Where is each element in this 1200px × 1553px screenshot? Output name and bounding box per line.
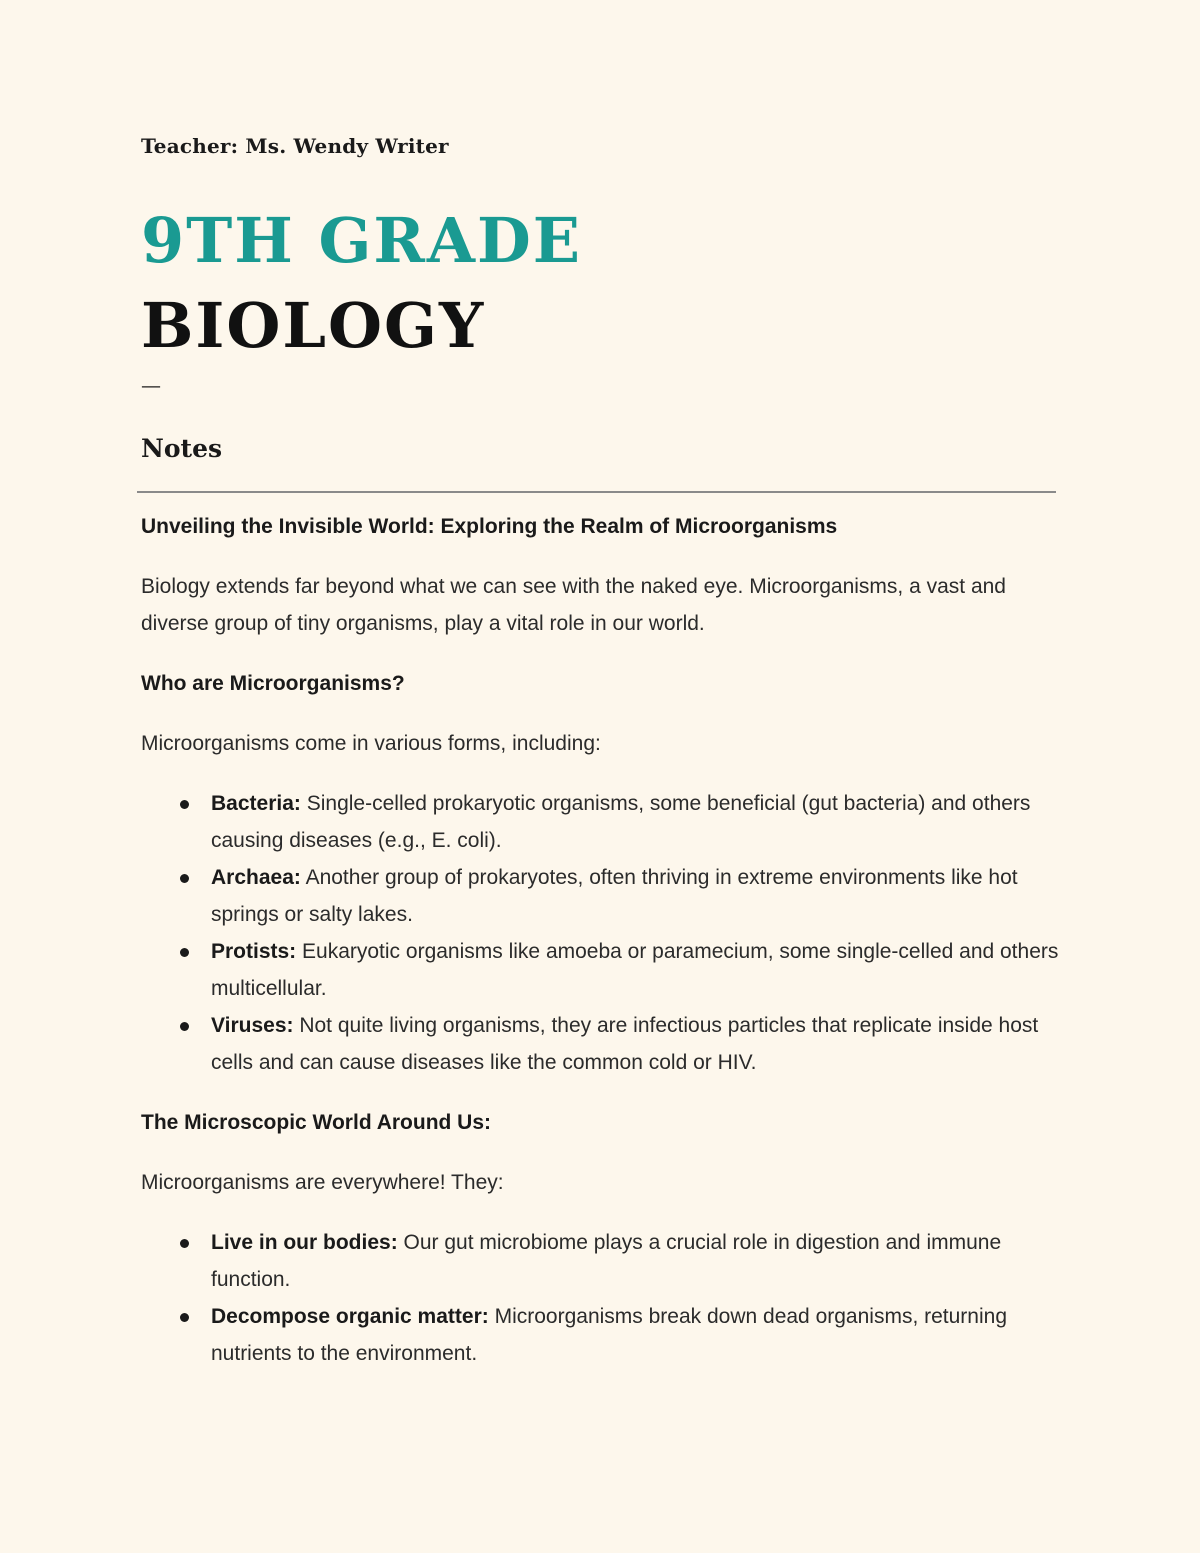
title-subject: BIOLOGY bbox=[141, 289, 486, 362]
world-heading: The Microscopic World Around Us: bbox=[141, 1111, 492, 1134]
list-item-text: Eukaryotic organisms like amoeba or paramecium, some single-celled and others multicellular. bbox=[211, 940, 1059, 1000]
microorganism-types-list bbox=[141, 785, 1066, 1081]
list-item bbox=[141, 933, 1066, 1007]
intro-heading: Unveiling the Invisible World: Exploring the Realm of Microorganisms bbox=[141, 515, 838, 538]
notes-heading: Notes bbox=[141, 434, 223, 463]
list-item-term: Decompose organic matter: bbox=[211, 1305, 489, 1328]
horizontal-rule bbox=[137, 491, 1056, 493]
who-paragraph: Microorganisms come in various forms, including: bbox=[141, 732, 601, 755]
title-dash: — bbox=[141, 373, 161, 397]
bullet-icon bbox=[180, 948, 189, 957]
intro-paragraph: Biology extends far beyond what we can see with the naked eye. Microorganisms, a vast and diverse group of tiny organisms, play a vital role in our world. bbox=[141, 575, 1006, 635]
bullet-icon bbox=[180, 800, 189, 809]
list-item-text: Our gut microbiome plays a crucial role in digestion and immune function. bbox=[211, 1231, 1002, 1291]
teacher-name: Teacher: Ms. Wendy Writer bbox=[141, 134, 449, 158]
title-grade: 9TH GRADE bbox=[141, 204, 583, 277]
world-paragraph: Microorganisms are everywhere! They: bbox=[141, 1171, 504, 1194]
list-item-term: Live in our bodies: bbox=[211, 1231, 398, 1254]
list-item-text: Another group of prokaryotes, often thriving in extreme environments like hot springs or salty lakes. bbox=[211, 866, 1018, 926]
list-item-text: Not quite living organisms, they are infectious particles that replicate inside host cells and can cause diseases like the common cold or HIV. bbox=[211, 1014, 1039, 1074]
list-item-text: Single-celled prokaryotic organisms, some beneficial (gut bacteria) and others causing diseases (e.g., E. coli). bbox=[211, 792, 1031, 852]
bullet-icon bbox=[180, 1022, 189, 1031]
who-heading: Who are Microorganisms? bbox=[141, 672, 405, 695]
bullet-icon bbox=[180, 1313, 189, 1322]
list-item bbox=[141, 859, 1066, 933]
list-item bbox=[141, 1224, 1066, 1298]
list-item-term: Protists: bbox=[211, 940, 297, 963]
list-item-term: Archaea: bbox=[211, 866, 301, 889]
bullet-icon bbox=[180, 1239, 189, 1248]
list-item-term: Viruses: bbox=[211, 1014, 294, 1037]
list-item bbox=[141, 785, 1066, 859]
list-item-text: Microorganisms break down dead organisms, returning nutrients to the environment. bbox=[211, 1305, 1007, 1365]
bullet-icon bbox=[180, 874, 189, 883]
list-item bbox=[141, 1298, 1066, 1372]
microscopic-world-list bbox=[141, 1224, 1066, 1372]
list-item-term: Bacteria: bbox=[211, 792, 301, 815]
list-item bbox=[141, 1007, 1066, 1081]
notes-content bbox=[141, 508, 1066, 1372]
